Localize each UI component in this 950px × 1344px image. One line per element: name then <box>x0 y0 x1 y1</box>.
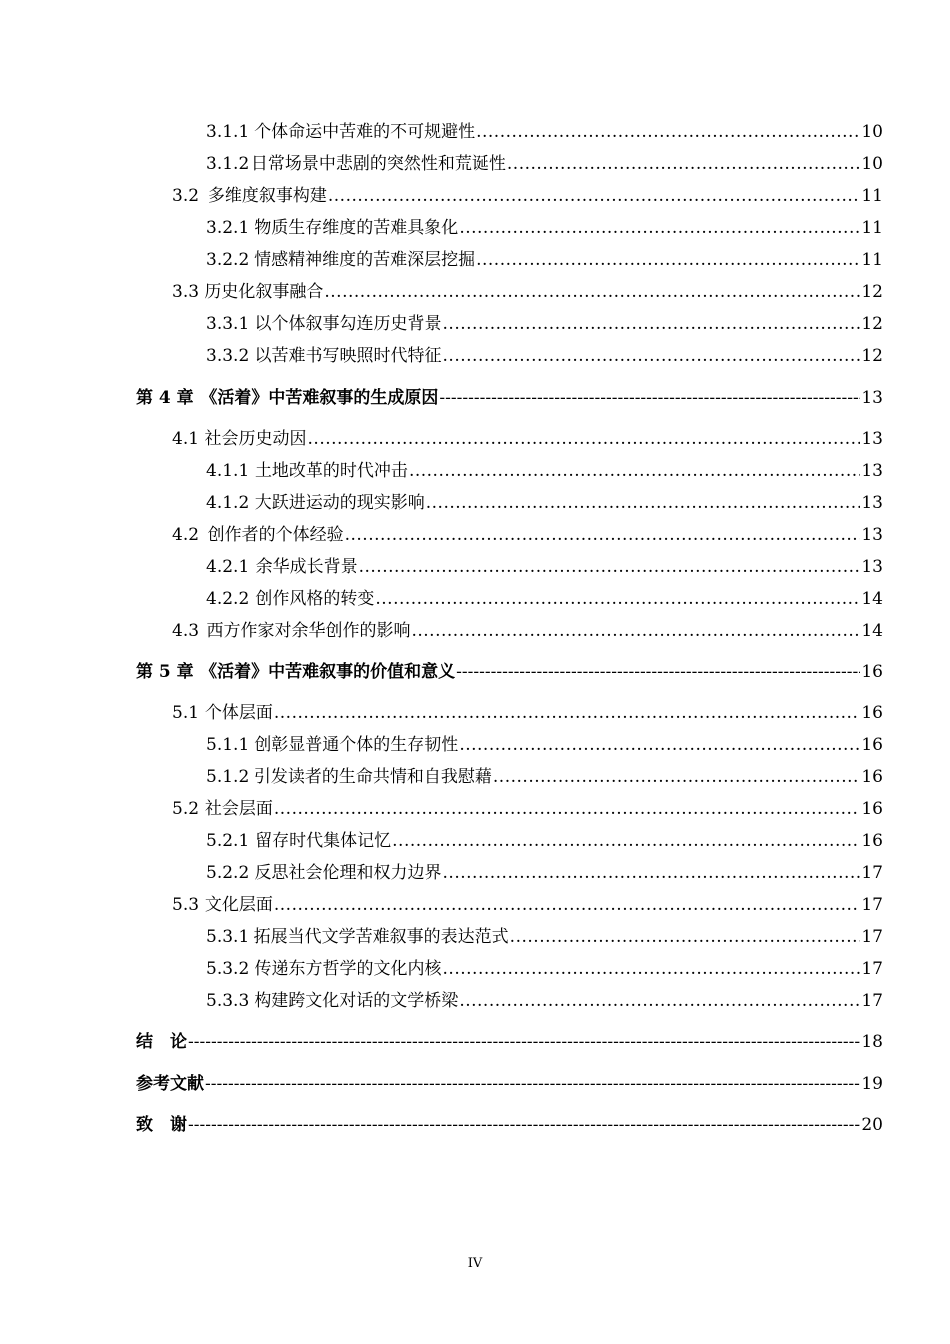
toc-entry-number: 3.1.2 <box>206 154 250 174</box>
toc-entry-number: 3.2.1 <box>206 218 250 238</box>
toc-entry-page: 14 <box>861 621 883 641</box>
toc-entry[interactable] <box>206 829 883 853</box>
toc-entry-number: 5.2 <box>172 799 200 819</box>
toc-entry-number: 4.1.2 <box>206 493 250 513</box>
toc-entry-number: 3.2 <box>172 186 200 206</box>
toc-entry[interactable] <box>206 216 883 240</box>
toc-entry-page: 18 <box>861 1032 883 1052</box>
dash-leader <box>456 660 860 684</box>
toc-entry-title: 社会历史动因 <box>204 429 307 449</box>
toc-entry-page: 17 <box>861 927 883 947</box>
dot-leader <box>274 797 860 821</box>
toc-references-entry[interactable] <box>136 1072 883 1096</box>
dash-leader <box>188 1113 860 1137</box>
toc-entry-page: 20 <box>861 1115 883 1135</box>
toc-entry-title: 拓展当代文学苦难叙事的表达范式 <box>253 927 509 947</box>
toc-entry-title: 创彰显普通个体的生存韧性 <box>254 735 459 755</box>
toc-entry[interactable] <box>206 587 883 611</box>
toc-entry[interactable] <box>206 312 883 336</box>
toc-entry-title: 物质生存维度的苦难具象化 <box>254 218 459 238</box>
dot-leader <box>459 989 860 1013</box>
toc-entry[interactable] <box>206 989 883 1013</box>
toc-entry-number: 4.3 <box>172 621 200 641</box>
toc-entry[interactable] <box>206 861 883 885</box>
toc-entry[interactable] <box>172 893 883 917</box>
toc-entry-title: 情感精神维度的苦难深层挖掘 <box>254 250 476 270</box>
toc-entry-page: 13 <box>861 493 883 513</box>
toc-chapter-number: 第 5 章 <box>136 662 194 682</box>
toc-entry-number: 5.3.1 <box>206 927 250 947</box>
toc-entry-page: 11 <box>861 250 883 270</box>
dot-leader <box>476 248 860 272</box>
dot-leader <box>443 344 861 368</box>
toc-entry-title: 余华成长背景 <box>255 557 358 577</box>
dot-leader <box>308 427 861 451</box>
toc-entry[interactable] <box>206 152 883 176</box>
toc-entry-title: 土地改革的时代冲击 <box>254 461 408 481</box>
dash-leader <box>205 1072 860 1096</box>
toc-entry-number: 4.2.1 <box>206 557 250 577</box>
toc-entry[interactable] <box>206 120 883 144</box>
toc-entry-number: 4.2 <box>172 525 200 545</box>
dot-leader <box>274 701 860 725</box>
toc-entry-title: 创作风格的转变 <box>255 589 375 609</box>
toc-entry-title: 个体命运中苦难的不可规避性 <box>254 122 476 142</box>
toc-entry[interactable] <box>206 957 883 981</box>
toc-entry-page: 13 <box>861 388 883 408</box>
toc-entry[interactable] <box>206 925 883 949</box>
toc-chapter-title: 《活着》中苦难叙事的生成原因 <box>200 388 439 408</box>
toc-entry-number: 3.2.2 <box>206 250 250 270</box>
dot-leader <box>324 280 860 304</box>
toc-entry-page: 16 <box>861 767 883 787</box>
toc-entry-number: 5.2.1 <box>206 831 250 851</box>
dot-leader <box>328 184 861 208</box>
toc-entry[interactable] <box>206 733 883 757</box>
toc-entry-number: 5.3.3 <box>206 991 250 1011</box>
toc-entry-page: 10 <box>861 122 883 142</box>
toc-entry-page: 19 <box>861 1074 883 1094</box>
toc-entry-title: 社会层面 <box>204 799 273 819</box>
dot-leader <box>359 555 861 579</box>
toc-entry-page: 12 <box>861 346 883 366</box>
dot-leader <box>409 459 860 483</box>
toc-entry-title: 多维度叙事构建 <box>207 186 327 206</box>
toc-entry-number: 3.3 <box>172 282 200 302</box>
toc-chapter-title: 致 谢 <box>136 1115 187 1135</box>
toc-entry-number: 4.1 <box>172 429 200 449</box>
dash-leader <box>188 1030 860 1054</box>
toc-entry-page: 10 <box>861 154 883 174</box>
toc-entry-number: 3.3.1 <box>206 314 250 334</box>
toc-entry[interactable] <box>172 701 883 725</box>
toc-entry[interactable] <box>206 459 883 483</box>
dot-leader <box>476 120 860 144</box>
toc-entry-title: 反思社会伦理和权力边界 <box>254 863 442 883</box>
toc-entry[interactable] <box>172 619 883 643</box>
toc-chapter-title: 结 论 <box>136 1032 187 1052</box>
page-number-footer: IV <box>467 1256 483 1271</box>
toc-entry[interactable] <box>206 344 883 368</box>
toc-entry-title: 引发读者的生命共情和自我慰藉 <box>253 767 492 787</box>
toc-chapter-title: 参考文献 <box>136 1074 204 1094</box>
toc-entry[interactable] <box>206 765 883 789</box>
toc-entry-page: 17 <box>861 959 883 979</box>
toc-entry-title: 日常场景中悲剧的突然性和荒诞性 <box>250 154 506 174</box>
toc-entry-page: 11 <box>861 186 883 206</box>
toc-entry-number: 5.3.2 <box>206 959 250 979</box>
toc-entry-page: 11 <box>861 218 883 238</box>
toc-entry-number: 3.3.2 <box>206 346 250 366</box>
toc-chapter-entry[interactable] <box>136 386 883 410</box>
toc-chapter-number: 第 4 章 <box>136 388 194 408</box>
dot-leader <box>510 925 861 949</box>
dot-leader <box>443 861 861 885</box>
toc-entry-title: 文化层面 <box>204 895 273 915</box>
toc-entry-title: 个体层面 <box>204 703 273 723</box>
toc-entry-page: 16 <box>861 799 883 819</box>
toc-entry-title: 以苦难书写映照时代特征 <box>254 346 442 366</box>
dot-leader <box>274 893 860 917</box>
toc-entry-title: 留存时代集体记忆 <box>255 831 392 851</box>
toc-entry[interactable] <box>206 555 883 579</box>
toc-entry-title: 构建跨文化对话的文学桥梁 <box>254 991 459 1011</box>
dot-leader <box>443 312 861 336</box>
dot-leader <box>411 619 860 643</box>
toc-entry-page: 13 <box>861 525 883 545</box>
toc-entry-number: 3.1.1 <box>206 122 250 142</box>
dot-leader <box>507 152 860 176</box>
toc-entry-page: 13 <box>861 461 883 481</box>
toc-entry-page: 16 <box>861 831 883 851</box>
dot-leader <box>459 216 860 240</box>
toc-entry-title: 历史化叙事融合 <box>204 282 324 302</box>
toc-entry[interactable] <box>172 427 883 451</box>
toc-entry-number: 4.2.2 <box>206 589 250 609</box>
toc-entry-number: 5.3 <box>172 895 200 915</box>
dot-leader <box>493 765 860 789</box>
toc-entry-title: 西方作家对余华创作的影响 <box>206 621 411 641</box>
dot-leader <box>459 733 860 757</box>
toc-entry-page: 17 <box>861 863 883 883</box>
dot-leader <box>392 829 860 853</box>
toc-entry-page: 17 <box>861 895 883 915</box>
toc-entry-page: 16 <box>861 662 883 682</box>
toc-entry[interactable] <box>206 491 883 515</box>
toc-entry-page: 14 <box>861 589 883 609</box>
toc-entry-page: 12 <box>861 282 883 302</box>
toc-entry-title: 传递东方哲学的文化内核 <box>254 959 442 979</box>
toc-entry-page: 13 <box>861 557 883 577</box>
dot-leader <box>443 957 861 981</box>
toc-entry-page: 16 <box>861 703 883 723</box>
toc-entry-title: 大跃进运动的现实影响 <box>254 493 425 513</box>
toc-entry-page: 16 <box>861 735 883 755</box>
toc-entry[interactable] <box>172 280 883 304</box>
dot-leader <box>375 587 860 611</box>
toc-entry[interactable] <box>172 797 883 821</box>
toc-entry-number: 5.1.2 <box>206 767 250 787</box>
toc-entry-page: 17 <box>861 991 883 1011</box>
toc-entry-number: 5.1.1 <box>206 735 250 755</box>
dash-leader <box>439 386 860 410</box>
toc-entry[interactable] <box>172 523 883 547</box>
toc-entry-title: 以个体叙事勾连历史背景 <box>254 314 442 334</box>
toc-acknowledgements-entry[interactable] <box>136 1113 883 1137</box>
dot-leader <box>345 523 861 547</box>
dot-leader <box>426 491 861 515</box>
toc-entry-page: 12 <box>861 314 883 334</box>
toc-entry-page: 13 <box>861 429 883 449</box>
toc-chapter-title: 《活着》中苦难叙事的价值和意义 <box>200 662 456 682</box>
toc-entry-number: 5.2.2 <box>206 863 250 883</box>
toc-entry-number: 5.1 <box>172 703 200 723</box>
toc-entry-number: 4.1.1 <box>206 461 250 481</box>
toc-entry-title: 创作者的个体经验 <box>207 525 344 545</box>
toc-entry[interactable] <box>206 248 883 272</box>
toc-conclusion-entry[interactable] <box>136 1030 883 1054</box>
toc-chapter-entry[interactable] <box>136 660 883 684</box>
toc-entry[interactable] <box>172 184 883 208</box>
